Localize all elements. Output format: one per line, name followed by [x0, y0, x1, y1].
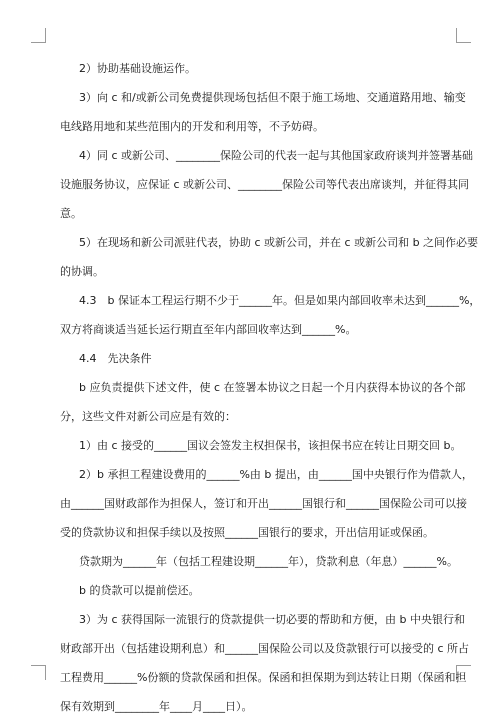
paragraph-line: 4）同 c 或新公司、________保险公司的代表一起与其他国家政府谈判并签署基础: [79, 149, 474, 162]
paragraph-line: 1）由 c 接受的______国议会签发主权担保书，该担保书应在转让日期交回 b。: [79, 439, 462, 452]
paragraph-line: 3）向 c 和/或新公司免费提供现场包括但不限于施工场地、交通道路用地、输变: [79, 91, 466, 104]
paragraph-line: 4.3 b 保证本工程运行期不少于______年。但是如果内部回收率未达到______%，: [79, 294, 481, 307]
paragraph-line: 分，这些文件对新公司应是有效的：: [60, 410, 236, 423]
paragraph-line: 贷款期为______年（包括工程建设期______年），贷款利息（年息）______%。: [79, 555, 458, 568]
paragraph-line: 财政部开出（包括建设期利息）和______国保险公司以及贷款银行可以接受的 c 所占: [60, 642, 470, 655]
paragraph-line: 2）b 承担工程建设费用的______%由 b 提出，由______国中央银行作为借款人，: [79, 468, 473, 481]
paragraph-line: 电线路用地和某些范围内的开发和利用等，不予妨碍。: [60, 120, 324, 133]
paragraph-line: 双方将商谈适当延长运行期直至年内部回收率达到______%。: [60, 323, 357, 336]
paragraph-line: 由______国财政部作为担保人，签订和开出______国银行和______国保险公司可以接: [60, 497, 467, 510]
paragraph-line: b 应负责提供下述文件，使 c 在签署本协议之日起一个月内获得本协议的各个部: [79, 381, 466, 394]
crop-mark-top-right: [456, 28, 471, 43]
section-heading: 4.4 先决条件: [79, 352, 152, 365]
paragraph-line: 2）协助基础设施运作。: [79, 62, 196, 75]
paragraph-line: 工程费用______%份额的贷款保函和担保。保函和担保期为到达转让日期（保函和担: [60, 671, 467, 684]
paragraph-line: 保有效期到________年____月____日）。: [60, 700, 253, 713]
crop-mark-top-left: [31, 28, 46, 43]
paragraph-line: 受的贷款协议和担保手续以及按照______国银行的要求，开出信用证或保函。: [60, 526, 434, 539]
paragraph-line: 设施服务协议，应保证 c 或新公司、________保险公司等代表出席谈判，并征得其同: [60, 178, 470, 191]
crop-mark-bottom-left: [31, 665, 46, 680]
paragraph-line: b 的贷款可以提前偿还。: [79, 584, 200, 597]
paragraph-line: 意。: [60, 207, 82, 220]
paragraph-line: 3）为 c 获得国际一流银行的贷款提供一切必要的帮助和方便，由 b 中央银行和: [79, 613, 466, 626]
paragraph-line: 的协调。: [60, 265, 104, 278]
paragraph-line: 5）在现场和新公司派驻代表，协助 c 或新公司，并在 c 或新公司和 b 之间作必要: [79, 236, 479, 249]
